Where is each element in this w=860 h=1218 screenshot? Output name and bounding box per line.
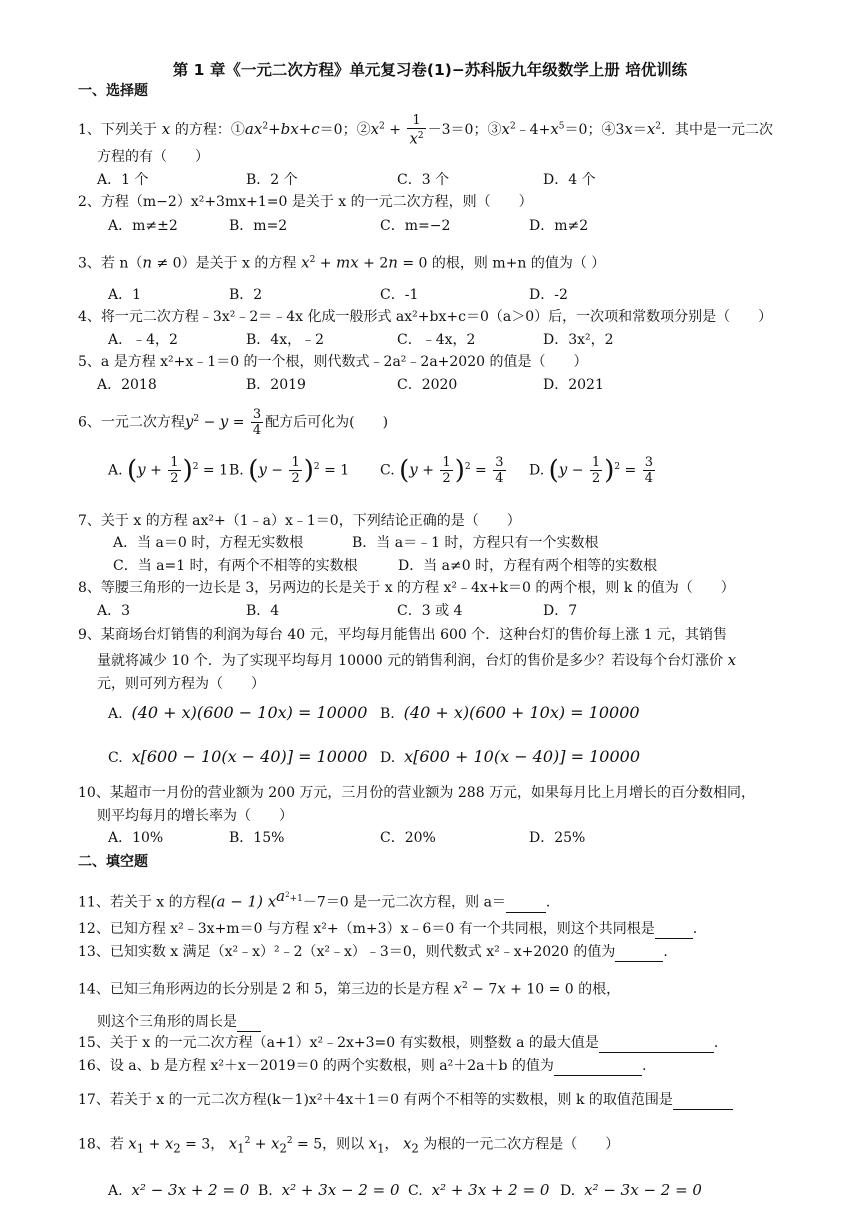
q8-option-c[interactable]: C．3 或 4 [397, 603, 463, 619]
question-9: 9、某商场台灯销售的利润为每台 40 元，平均每月能售出 600 个．这种台灯的售价每上涨 1 元，其销售 [78, 627, 728, 643]
question-1-line2: 方程的有（ ） [97, 149, 209, 165]
question-16: 16、设 a、b 是方程 x²＋x－2019＝0 的两个实数根，则 a²＋2a＋b 的值为 . [78, 1058, 647, 1074]
q9-option-b[interactable]: B. (40 + x)(600 + 10x) = 10000 [380, 703, 640, 722]
q1-option-d[interactable]: D．4 个 [543, 172, 596, 188]
q10-option-c[interactable]: C．20% [380, 830, 436, 846]
q7-option-a[interactable]: A．当 a＝0 时，方程无实数根 [113, 535, 304, 551]
q18-option-c[interactable]: C. x² + 3x + 2 = 0 [408, 1181, 550, 1199]
answer-blank-14[interactable] [237, 1017, 261, 1032]
q18-option-d[interactable]: D. x² − 3x − 2 = 0 [560, 1181, 702, 1199]
question-9-line2: 量就将减少 10 个．为了实现平均每月 10000 元的销售利润，台灯的售价是多少？若设每个台灯涨价 x [97, 651, 737, 669]
q1-option-c[interactable]: C．3 个 [397, 172, 450, 188]
question-6: 6、一元二次方程$y^2 - y$ = $\frac{3}{4}$ 配方后可化为( ) [78, 407, 389, 438]
q2-option-c[interactable]: C．m=−2 [380, 218, 451, 234]
q3-option-c[interactable]: C．-1 [380, 287, 419, 303]
q18-option-a[interactable]: A. x² − 3x + 2 = 0 [108, 1181, 250, 1199]
section-fill-in: 二、填空题 [78, 854, 148, 870]
question-7: 7、关于 x 的方程 ax²+（1﹣a）x﹣1＝0，下列结论正确的是（ ） [78, 513, 521, 529]
q10-option-a[interactable]: A．10% [108, 830, 164, 846]
q7-option-d[interactable]: D．当 a≠0 时，方程有两个相等的实数根 [398, 558, 658, 574]
q8-option-a[interactable]: A．3 [97, 603, 131, 619]
q8-option-b[interactable]: B．4 [246, 603, 280, 619]
q5-option-b[interactable]: B．2019 [246, 377, 306, 393]
q2-option-a[interactable]: A．m≠±2 [108, 218, 178, 234]
q6-option-d[interactable]: D. (y − $\frac{1}{2}$ )$^2$ = $\frac{3}{4}$ [529, 455, 654, 486]
question-18: 18、若 $x_1 + x_2 = 3$， $x_1^2 + x_2^2 = 5$，则以 $x_1$， $x_2$ 为根的一元二次方程是（ ） [78, 1134, 620, 1156]
question-9-line3: 元，则可列方程为（ ） [97, 676, 265, 692]
q2-option-d[interactable]: D．m≠2 [529, 218, 589, 234]
q10-option-b[interactable]: B．15% [229, 830, 285, 846]
q3-option-d[interactable]: D．-2 [529, 287, 568, 303]
q8-option-d[interactable]: D．7 [543, 603, 578, 619]
q6-option-b[interactable]: B. (y − $\frac{1}{2}$ )$^2$ = 1 [229, 455, 350, 486]
question-10-line2: 则平均每月的增长率为（ ） [97, 808, 293, 824]
q4-option-a[interactable]: A．﹣4，2 [108, 332, 178, 348]
answer-blank-13[interactable] [615, 947, 663, 962]
answer-blank-16[interactable] [554, 1061, 642, 1076]
q4-option-b[interactable]: B．4x，﹣2 [246, 332, 324, 348]
q2-option-b[interactable]: B．m=2 [229, 218, 288, 234]
question-2: 2、方程（m−2）x²+3mx+1=0 是关于 x 的一元二次方程，则（ ） [78, 194, 533, 210]
answer-blank-12[interactable] [655, 924, 693, 939]
q9-option-c[interactable]: C. x[600 − 10(x − 40)] = 10000 [108, 747, 368, 766]
question-4: 4、将一元二次方程﹣3x²﹣2＝﹣4x 化成一般形式 ax²+bx+c＝0（a＞0）后，一次项和常数项分别是（ ） [78, 309, 773, 325]
question-5: 5、a 是方程 x²+x﹣1＝0 的一个根，则代数式﹣2a²﹣2a+2020 的值是（ ） [78, 354, 588, 370]
q7-option-c[interactable]: C．当 a=1 时，有两个不相等的实数根 [113, 558, 358, 574]
q4-option-d[interactable]: D．3x²，2 [543, 332, 614, 348]
question-10: 10、某超市一月份的营业额为 200 万元，三月份的营业额为 288 万元，如果每月比上月增长的百分数相同， [78, 785, 756, 801]
question-1: 1、下列关于 x 的方程：$①ax^2+bx+c=0$；$②x^2$ + $\frac{1}{x^2}$ －3＝0；$③x^2﹣4+x^5=0$；$④3x=x^2$．其中是一元二次 [78, 113, 774, 148]
question-11: 11、若关于 x 的方程(a − 1) $x^{a^2+1}-7=0$ 是一元二次方程，则 a＝ . [78, 887, 551, 911]
answer-blank-11[interactable] [506, 898, 546, 913]
q1-option-b[interactable]: B．2 个 [246, 172, 298, 188]
question-14: 14、已知三角形两边的长分别是 2 和 5，第三边的长是方程 $x^2 - 7x + 10 = 0$ 的根， [78, 979, 621, 998]
q10-option-d[interactable]: D．25% [529, 830, 586, 846]
q5-option-d[interactable]: D．2021 [543, 377, 604, 393]
q6-option-c[interactable]: C. (y + $\frac{1}{2}$ )$^2$ = $\frac{3}{4}$ [380, 455, 504, 486]
question-8: 8、等腰三角形的一边长是 3，另两边的长是关于 x 的方程 x²﹣4x+k＝0 的两个根，则 k 的值为（ ） [78, 580, 735, 596]
q5-option-c[interactable]: C．2020 [397, 377, 458, 393]
question-17: 17、若关于 x 的一元二次方程(k－1)x²＋4x＋1＝0 有两个不相等的实数根，则 k 的取值范围是 [78, 1090, 733, 1110]
answer-blank-17[interactable] [673, 1095, 733, 1110]
question-12: 12、已知方程 x²﹣3x+m＝0 与方程 x²+（m+3）x﹣6＝0 有一个共同根，则这个共同根是 . [78, 921, 698, 937]
q4-option-c[interactable]: C．﹣4x，2 [397, 332, 476, 348]
q9-option-d[interactable]: D. x[600 + 10(x − 40)] = 10000 [380, 747, 640, 766]
question-14-line2: 则这个三角形的周长是 [97, 1012, 261, 1032]
question-3: 3、若 n（n ≠ 0）是关于 x 的方程 $x^2$ + mx + 2n = 0 的根，则 m+n 的值为（ ） [78, 253, 606, 272]
q5-option-a[interactable]: A．2018 [97, 377, 157, 393]
page-title: 第 1 章《一元二次方程》单元复习卷(1)−苏科版九年级数学上册 培优训练 [172, 61, 688, 79]
q1-option-a[interactable]: A．1 个 [97, 172, 149, 188]
answer-blank-15[interactable] [599, 1038, 714, 1053]
q3-option-a[interactable]: A．1 [108, 287, 142, 303]
section-choice: 一、选择题 [78, 83, 148, 99]
q9-option-a[interactable]: A. (40 + x)(600 − 10x) = 10000 [108, 703, 368, 722]
question-13: 13、已知实数 x 满足（x²﹣x）²﹣2（x²﹣x）﹣3＝0，则代数式 x²﹣x+2020 的值为 . [78, 944, 668, 960]
q3-option-b[interactable]: B．2 [229, 287, 263, 303]
question-15: 15、关于 x 的一元二次方程（a+1）x²﹣2x+3=0 有实数根，则整数 a 的最大值是 . [78, 1035, 719, 1051]
q18-option-b[interactable]: B. x² + 3x − 2 = 0 [258, 1181, 400, 1199]
q6-option-a[interactable]: A. (y + $\frac{1}{2}$ )$^2$ = 1 [108, 455, 229, 486]
q7-option-b[interactable]: B．当 a＝﹣1 时，方程只有一个实数根 [352, 535, 599, 551]
